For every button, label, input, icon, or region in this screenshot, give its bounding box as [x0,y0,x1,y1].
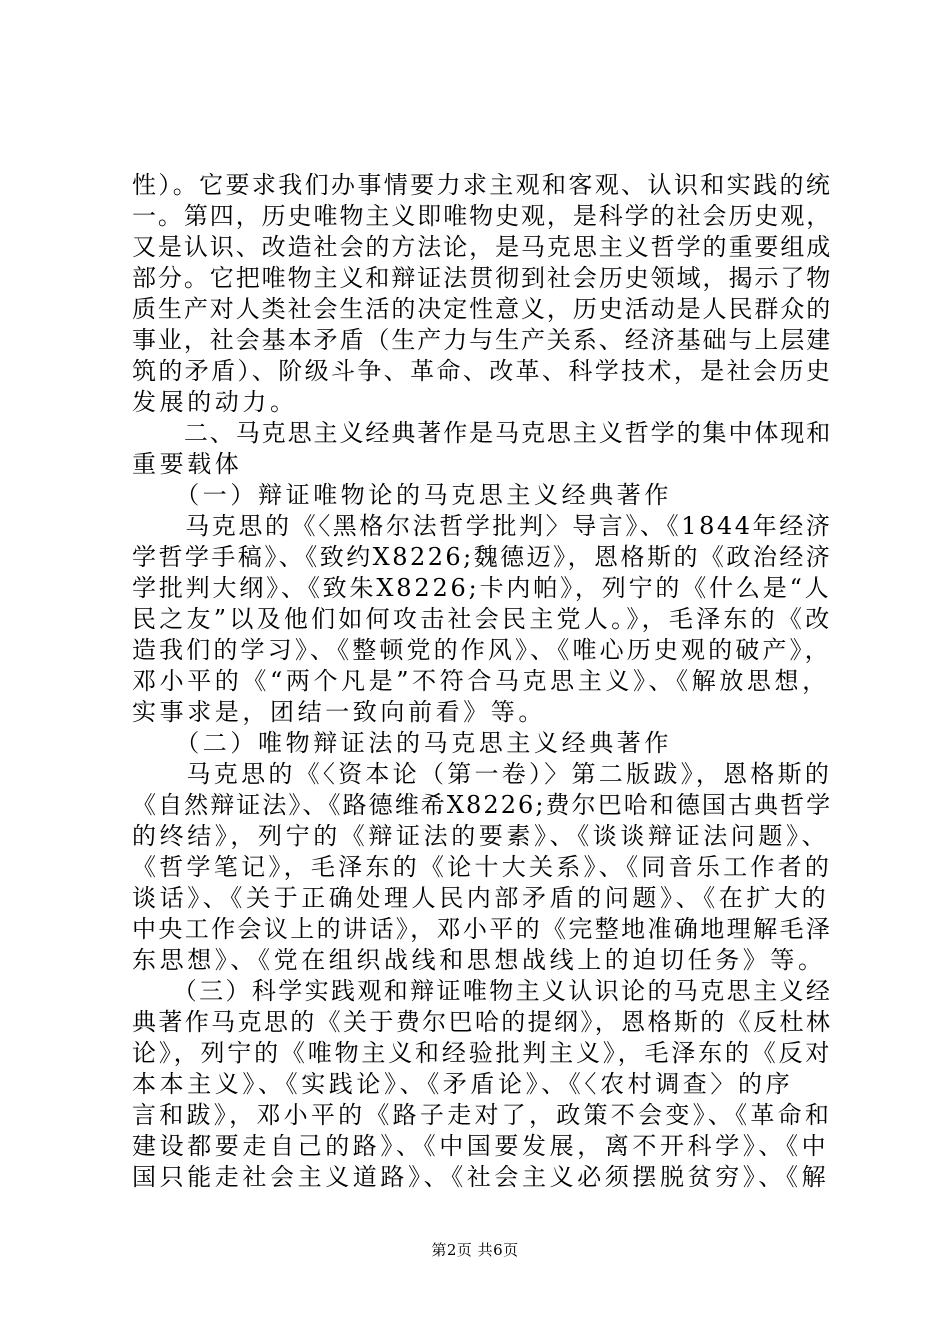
subsection-heading: （三）科学实践观和辩证唯物主义认识论的马克思主义经 [132,977,833,1005]
text-line: 谈话》、《关于正确处理人民内部矛盾的问题》、《在扩大的 [132,884,830,912]
text-line: 论》，列宁的《唯物主义和经验批判主义》，毛泽东的《反对 [132,1039,833,1067]
section-heading: 重要载体 [132,450,243,478]
text-line: 民之友”以及他们如何攻击社会民主党人。》，毛泽东的《改 [132,605,833,633]
text-line: 筑的矛盾）、阶级斗争、革命、改革、科学技术，是社会历史 [132,357,833,385]
text-line: 本本主义》、《实践论》、《矛盾论》、《〈农村调查〉的序 [132,1070,794,1098]
text-line: 中央工作会议上的讲话》，邓小平的《完整地准确地理解毛泽 [132,915,833,943]
text-line: 东思想》、《党在组织战线和思想战线上的迫切任务》等。 [132,946,826,974]
text-line: 马克思的《〈黑格尔法哲学批判〉导言》、《1844年经济 [132,512,833,540]
text-line: 性）。它要求我们办事情要力求主观和客观、认识和实践的统 [132,171,833,199]
subsection-heading: （二）唯物辩证法的马克思主义经典著作 [132,729,672,757]
text-line: 事业，社会基本矛盾（生产力与生产关系、经济基础与上层建 [132,326,833,354]
section-heading: 二、马克思主义经典著作是马克思主义哲学的集中体现和 [132,419,833,447]
subsection-heading: （一）辩证唯物论的马克思主义经典著作 [132,481,672,509]
text-line: 质生产对人类社会生活的决定性意义，历史活动是人民群众的 [132,295,833,323]
text-line: 又是认识、改造社会的方法论，是马克思主义哲学的重要组成 [132,233,833,261]
text-line: 《自然辩证法》、《路德维希X8226;费尔巴哈和德国古典哲学 [132,791,833,819]
text-line: 《哲学笔记》，毛泽东的《论十大关系》、《同音乐工作者的 [132,853,833,881]
text-line: 建设都要走自己的路》、《中国要发展，离不开科学》、《中 [132,1132,830,1160]
text-line: 部分。它把唯物主义和辩证法贯彻到社会历史领域，揭示了物 [132,264,833,292]
text-line: 实事求是，团结一致向前看》等。 [132,698,546,726]
text-line: 言和跋》，邓小平的《路子走对了，政策不会变》、《革命和 [132,1101,833,1129]
body-text [132,170,832,1193]
text-line: 的终结》，列宁的《辩证法的要素》、《谈谈辩证法问题》、 [132,822,830,850]
text-line: 典著作马克思的《关于费尔巴哈的提纲》，恩格斯的《反杜林 [132,1008,833,1036]
text-line: 造我们的学习》、《整顿党的作风》、《唯心历史观的破产》， [132,636,832,664]
text-line: 一。第四，历史唯物主义即唯物史观，是科学的社会历史观， [132,202,833,230]
text-line: 学哲学手稿》、《致约X8226;魏德迈》，恩格斯的《政治经济 [132,543,833,571]
page-number: 第2页 共6页 [431,1241,519,1259]
text-line: 马克思的《〈资本论（第一卷）〉第二版跋》，恩格斯的 [132,760,833,788]
text-line: 学批判大纲》、《致朱X8226;卡内帕》，列宁的《什么是“人 [132,574,832,602]
page-footer [0,1240,950,1260]
text-line: 邓小平的《“两个凡是”不符合马克思主义》、《解放思想， [132,667,830,695]
text-line: 国只能走社会主义道路》、《社会主义必须摆脱贫穷》、《解 [132,1163,830,1191]
text-line: 发展的动力。 [132,388,298,416]
